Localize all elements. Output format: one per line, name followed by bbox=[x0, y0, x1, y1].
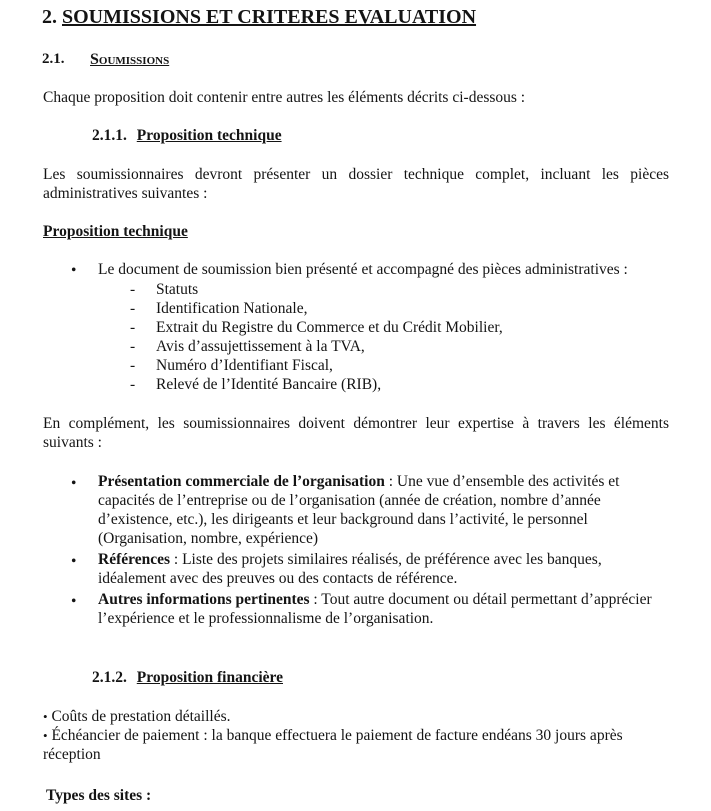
dash-glyph: - bbox=[130, 300, 136, 317]
list-item-text: Statuts bbox=[156, 281, 199, 298]
financial-item bbox=[43, 707, 671, 726]
expertise-text: : Une vue d’ensemble des activités et capacités de l’entreprise ou de l’organisation (année de création, nombre d’année d’existence, etc.), les dirigeants et leur background dans l’activité, le personnel (Organisation, nombre, expérience) bbox=[98, 473, 620, 547]
list-item-text: Numéro d’Identifiant Fiscal, bbox=[156, 357, 333, 374]
subsection-number: 2.1. bbox=[42, 51, 65, 67]
expertise-label: Présentation commerciale de l’organisation bbox=[98, 473, 385, 490]
subsubsection-heading-2-1-2 bbox=[92, 668, 283, 687]
financial-item bbox=[43, 726, 671, 764]
bullet-glyph: • bbox=[43, 709, 48, 724]
list-item-text: Extrait du Registre du Commerce et du Crédit Mobilier, bbox=[156, 319, 503, 336]
bullet-admin-docs: Le document de soumission bien présenté et accompagné des pièces administratives : bbox=[98, 261, 628, 278]
bullet-glyph: • bbox=[71, 262, 77, 279]
list-item bbox=[130, 375, 382, 394]
subsubsection-number: 2.1.2. bbox=[92, 669, 127, 686]
bullet-glyph: • bbox=[71, 553, 77, 570]
expertise-label: Autres informations pertinentes bbox=[98, 591, 310, 608]
subsection-title: Soumissions bbox=[90, 51, 170, 68]
section-number: 2. bbox=[42, 6, 57, 28]
subsubsection-title: Proposition financière bbox=[136, 669, 283, 686]
financial-item-text: Échéancier de paiement : la banque effectuera le paiement de facture endéans 30 jours après réception bbox=[43, 727, 623, 763]
list-item-text: Relevé de l’Identité Bancaire (RIB), bbox=[156, 376, 382, 393]
dash-glyph: - bbox=[130, 357, 136, 374]
list-item bbox=[130, 299, 308, 318]
list-item bbox=[130, 356, 333, 375]
section-title: SOUMISSIONS ET CRITERES EVALUATION bbox=[62, 6, 477, 28]
financial-item-text: Coûts de prestation détaillés. bbox=[51, 708, 231, 725]
complement-paragraph: En complément, les soumissionnaires doivent démontrer leur expertise à travers les éléments suivants : bbox=[43, 415, 669, 451]
expertise-item-references bbox=[98, 550, 668, 588]
subsection-heading-2-1 bbox=[42, 50, 170, 69]
bullet-glyph: • bbox=[43, 728, 48, 743]
list-item-text: Avis d’assujettissement à la TVA, bbox=[156, 338, 365, 355]
bullet-glyph: • bbox=[71, 593, 77, 610]
expertise-label: Références bbox=[98, 551, 171, 568]
technical-paragraph: Les soumissionnaires devront présenter un dossier technique complet, incluant les pièces administratives suivantes : bbox=[43, 166, 669, 202]
list-item bbox=[130, 337, 365, 356]
list-item bbox=[130, 280, 199, 299]
subsubsection-heading-2-1-1 bbox=[92, 126, 282, 145]
technical-subheading: Proposition technique bbox=[43, 223, 188, 240]
list-item bbox=[130, 318, 503, 337]
subsubsection-title: Proposition technique bbox=[136, 127, 282, 144]
types-heading: Types des sites : bbox=[46, 787, 152, 804]
dash-glyph: - bbox=[130, 319, 136, 336]
intro-paragraph: Chaque proposition doit contenir entre autres les éléments décrits ci-dessous : bbox=[43, 89, 526, 106]
dash-glyph: - bbox=[130, 376, 136, 393]
expertise-text: : Liste des projets similaires réalisés, de préférence avec les banques, idéalement avec des preuves ou des contacts de référence. bbox=[98, 551, 602, 587]
dash-glyph: - bbox=[130, 281, 136, 298]
expertise-text: : Tout autre document ou détail permettant d’apprécier l’expérience et le professionnalisme de l’organisation. bbox=[98, 591, 652, 627]
bullet-glyph: • bbox=[71, 475, 77, 492]
expertise-item-presentation bbox=[98, 472, 668, 548]
subsubsection-number: 2.1.1. bbox=[92, 127, 127, 144]
section-heading bbox=[42, 5, 476, 29]
dash-glyph: - bbox=[130, 338, 136, 355]
list-item-text: Identification Nationale, bbox=[156, 300, 308, 317]
expertise-item-other bbox=[98, 590, 668, 628]
